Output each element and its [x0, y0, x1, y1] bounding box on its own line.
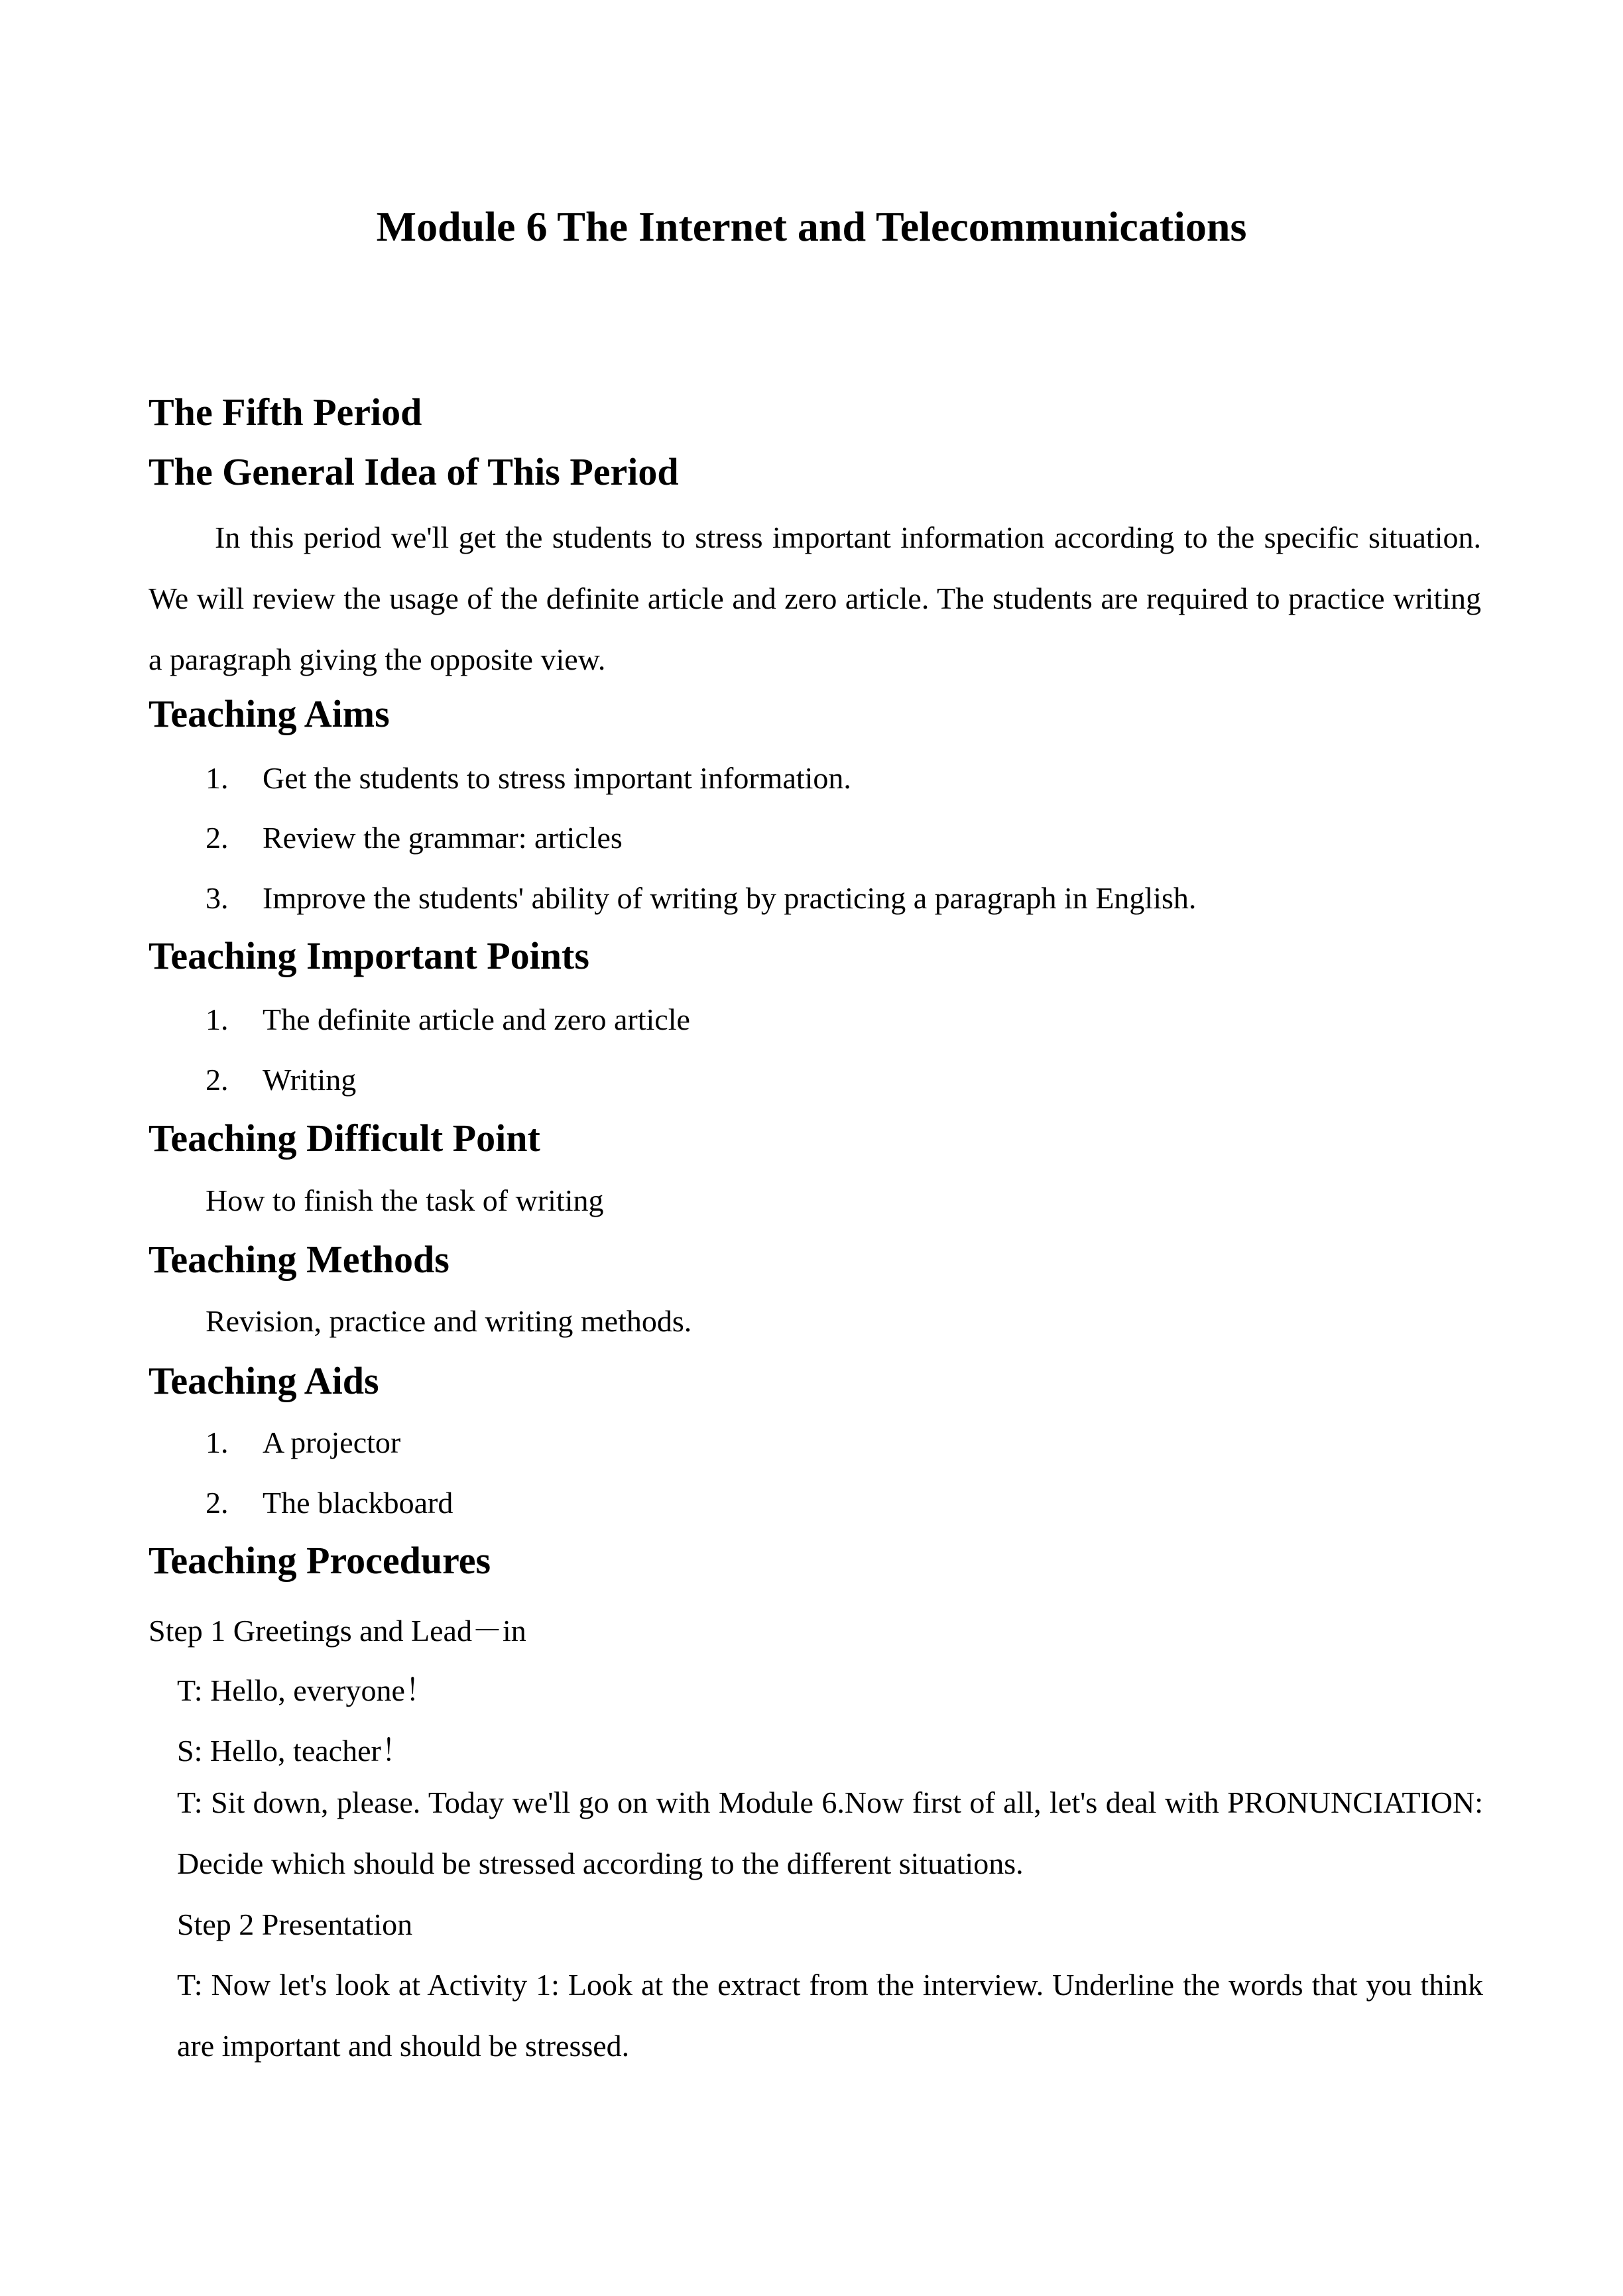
heading-general-idea: The General Idea of This Period: [149, 450, 679, 493]
aim-item: Get the students to stress important information.: [263, 761, 851, 795]
step-2-heading: Step 2 Presentation: [177, 1907, 413, 1941]
aid-number: 2.: [206, 1486, 229, 1520]
aim-number: 2.: [206, 821, 229, 855]
point-item: Writing: [263, 1063, 357, 1097]
heading-teaching-aids: Teaching Aids: [149, 1359, 379, 1402]
point-number: 2.: [206, 1063, 229, 1097]
document-title: Module 6 The Internet and Telecommunications: [376, 203, 1247, 250]
aim-number: 1.: [206, 761, 229, 795]
dialogue-paragraph: T: Now let's look at Activity 1: Look at the extract from the interview. Underline the words that you think are important and should be stressed.: [177, 1968, 1483, 2063]
aim-number: 3.: [206, 881, 229, 915]
point-number: 1.: [206, 1002, 229, 1036]
aid-item: The blackboard: [263, 1486, 453, 1520]
aid-number: 1.: [206, 1425, 229, 1459]
methods-text: Revision, practice and writing methods.: [206, 1304, 692, 1338]
dialogue-line: T: Hello, everyone！: [177, 1673, 436, 1707]
step-1-heading: Step 1 Greetings and Lead－in: [149, 1614, 526, 1648]
aid-item: A projector: [263, 1425, 401, 1459]
aim-item: Review the grammar: articles: [263, 821, 623, 855]
heading-teaching-methods: Teaching Methods: [149, 1238, 450, 1281]
general-idea-paragraph: In this period we'll get the students to stress important information according to the specific situation. We will review the usage of the definite article and zero article. The students are required to practice writing a paragraph giving the opposite view.: [149, 520, 1481, 676]
dialogue-paragraph: T: Sit down, please. Today we'll go on with Module 6.Now first of all, let's deal with PRONUNCIATION: Decide which should be stressed according to the different situations.: [177, 1785, 1483, 1880]
point-item: The definite article and zero article: [263, 1002, 690, 1036]
dialogue-line: S: Hello, teacher！: [177, 1734, 412, 1768]
heading-teaching-procedures: Teaching Procedures: [149, 1539, 491, 1582]
heading-difficult-point: Teaching Difficult Point: [149, 1117, 540, 1160]
heading-teaching-aims: Teaching Aims: [149, 692, 390, 735]
heading-important-points: Teaching Important Points: [149, 934, 589, 977]
difficult-point-text: How to finish the task of writing: [206, 1183, 604, 1217]
aim-item: Improve the students' ability of writing by practicing a paragraph in English.: [263, 881, 1197, 915]
heading-period: The Fifth Period: [149, 391, 422, 434]
